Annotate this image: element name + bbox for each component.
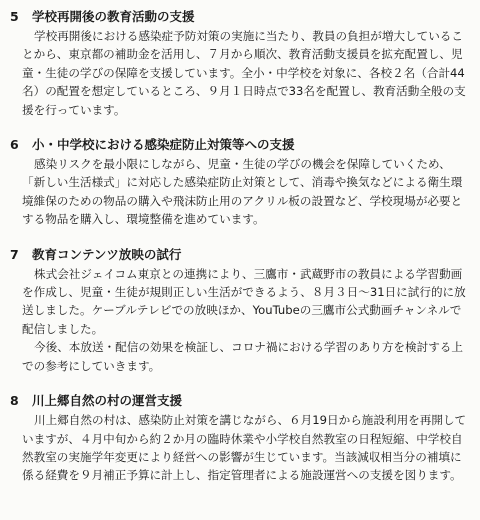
section-heading xyxy=(8,8,470,26)
paragraph xyxy=(8,338,470,375)
paragraph-line: 学校再開後における感染症予防対策の実施に当たり、教員の負担が増大しているこ xyxy=(34,29,463,43)
paragraph-line: 名）の配置を想定しているところ、９月１日時点で33名を配置し、教育活動全般の支 xyxy=(22,84,466,99)
paragraph-line: での参考にしていきます。 xyxy=(22,358,161,373)
paragraph-line: する物品を購入し、環境整備を進めています。 xyxy=(22,212,265,227)
section-heading xyxy=(8,136,470,154)
paragraph-line: 今後、本放送・配信の効果を検証し、コロナ禍における学習のあり方を検討する上 xyxy=(34,340,463,355)
paragraph-line: 係る経費を９月補正予算に計上し、指定管理者による施設運営への支援を図ります。 xyxy=(22,468,462,483)
paragraph xyxy=(8,27,470,119)
section-title: 小・中学校における感染症防止対策等への支援 xyxy=(32,137,295,153)
paragraph-line: を作成し、児童・生徒が規則正しい生活ができるよう、８月３日～31日に試行的に放 xyxy=(22,285,466,300)
paragraph-line: いますが、４月中旬から約２か月の臨時休業や小学校自然教室の日程短縮、中学校自 xyxy=(22,431,463,446)
paragraph-line: 株式会社ジェイコム東京との連携により、三鷹市・武蔵野市の教員による学習動画 xyxy=(34,266,463,281)
paragraph xyxy=(8,411,470,485)
section-number: 6 xyxy=(10,137,19,153)
section-title: 教育コンテンツ放映の試行 xyxy=(32,246,182,262)
section-7 xyxy=(8,246,470,375)
paragraph-line: 境維保のための物品の購入や飛沫防止用のアクリル板の設置など、学校現場が必要と xyxy=(22,193,463,208)
section-number: 7 xyxy=(10,246,19,262)
section-8 xyxy=(8,392,470,485)
section-heading xyxy=(8,246,470,264)
paragraph-line: 然教室の実施学年変更により経営への影響が生じています。当該減収相当分の補填に xyxy=(22,449,462,464)
paragraph-line: 送しました。ケーブルテレビでの放映ほか、YouTubeの三鷹市公式動画チャンネルで xyxy=(22,303,462,318)
section-number: 8 xyxy=(10,393,19,409)
paragraph xyxy=(8,155,470,229)
section-title: 学校再開後の教育活動の支援 xyxy=(32,9,195,24)
section-5 xyxy=(8,8,470,119)
section-heading xyxy=(8,392,470,410)
paragraph-line: 配信しました。 xyxy=(22,321,104,336)
paragraph-line: 童・生徒の学びの保障を支援しています。全小・中学校を対象に、各校２名（合計44 xyxy=(22,65,465,80)
paragraph-line: 援を行っています。 xyxy=(22,102,126,117)
paragraph xyxy=(8,265,470,339)
paragraph-line: 川上郷自然の村は、感染防止対策を講じながら、６月19日から施設利用を再開して xyxy=(34,413,467,428)
section-title: 川上郷自然の村の運営支援 xyxy=(32,393,183,409)
paragraph-line: 感染リスクを最小限にしながら、児童・生徒の学びの機会を保障していくため、 xyxy=(34,157,451,172)
paragraph-line: 「新しい生活様式」に対応した感染症防止対策として、消毒や換気などによる衛生環 xyxy=(22,175,463,190)
section-number: 5 xyxy=(10,9,19,24)
section-6 xyxy=(8,136,470,229)
paragraph-line: とから、東京都の補助金を活用し、７月から順次、教育活動支援員を拡充配置し、児 xyxy=(22,47,463,62)
